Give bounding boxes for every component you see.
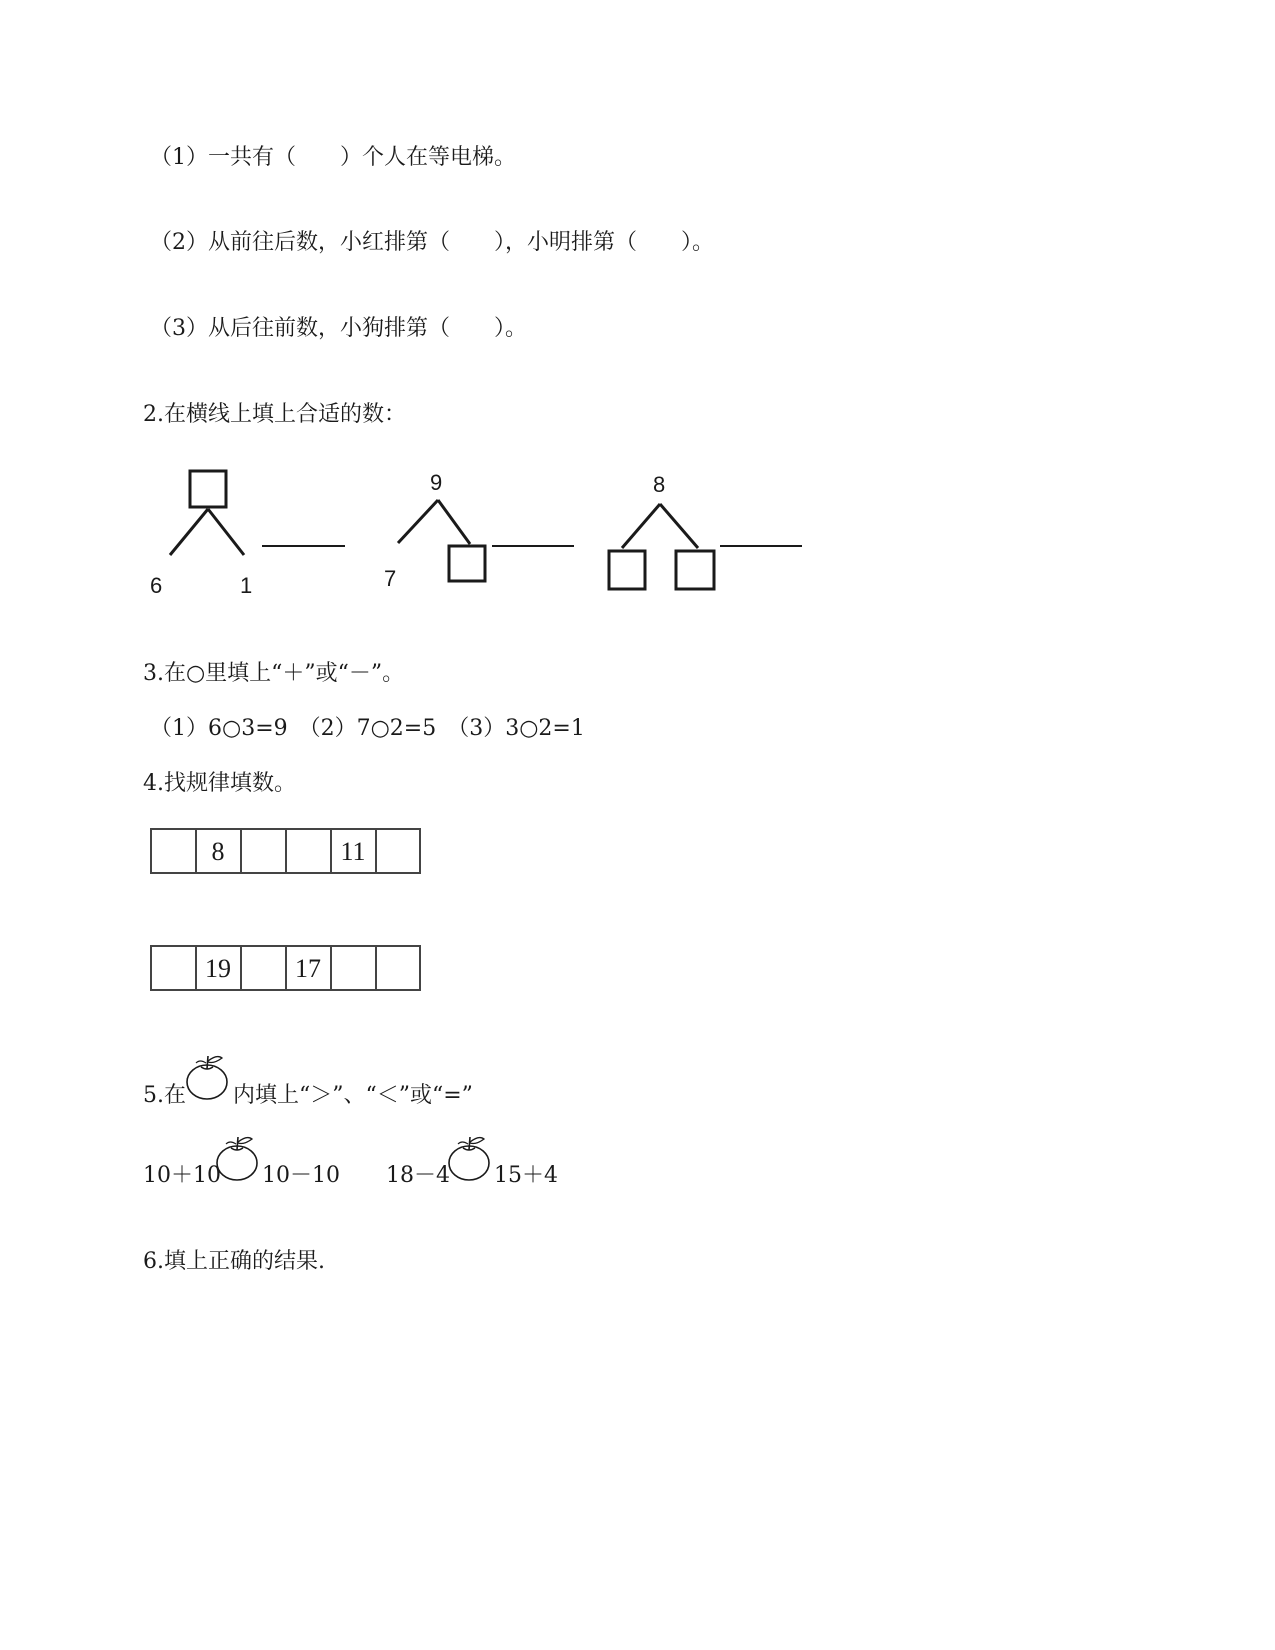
bond-tree-3 [609,504,802,589]
bond-tree-3-top: 8 [653,472,666,497]
bond-tree-1-top-box[interactable] [190,471,226,507]
q5-expr1-left: 10＋10 [143,1163,221,1188]
pattern-row-1 [150,828,430,878]
apple-icon [184,1052,230,1102]
bond-tree-3-left-box[interactable] [609,551,645,589]
pattern-row-1-cell: 8 [211,837,225,866]
bond-tree-1-left: 6 [150,573,163,598]
pattern-row-2 [150,945,430,995]
number-bond-diagrams [140,460,960,610]
q3-items: （1）6○3=9 （2）7○2=5 （3）3○2=1 [150,716,585,741]
pattern-row-1-cell: 11 [340,837,366,866]
bond-tree-2-right-box[interactable] [449,546,485,581]
q4-title: 4.找规律填数。 [143,771,296,796]
q5-expr2-left: 18－4 [386,1163,450,1188]
bond-tree-1-right: 1 [240,573,253,598]
q6-title: 6.填上正确的结果. [143,1249,325,1274]
bond-tree-3-right-box[interactable] [676,551,714,589]
q1-part3: （3）从后往前数，小狗排第（ ）。 [150,316,527,341]
q5-expr1-right: 10－10 [262,1163,340,1188]
q3-title: 3.在○里填上“＋”或“－”。 [143,661,405,686]
pattern-row-2-cell: 17 [295,954,321,983]
q5-expr2-right: 15＋4 [494,1163,558,1188]
q1-part1: （1）一共有（ ）个人在等电梯。 [150,145,516,170]
bond-tree-2-left: 7 [384,566,397,591]
apple-icon[interactable] [214,1133,260,1183]
pattern-row-2-cell: 19 [205,954,231,983]
q1-part2: （2）从前往后数，小红排第（ ），小明排第（ ）。 [150,230,714,255]
bond-tree-2-top: 9 [430,470,443,495]
bond-tree-1 [170,471,345,555]
bond-tree-2 [398,500,574,581]
q5-title-prefix: 5.在 [143,1083,186,1108]
q2-title: 2.在横线上填上合适的数： [143,402,406,427]
q5-title-suffix: 内填上“＞”、“＜”或“=” [233,1083,473,1108]
apple-icon[interactable] [446,1133,492,1183]
